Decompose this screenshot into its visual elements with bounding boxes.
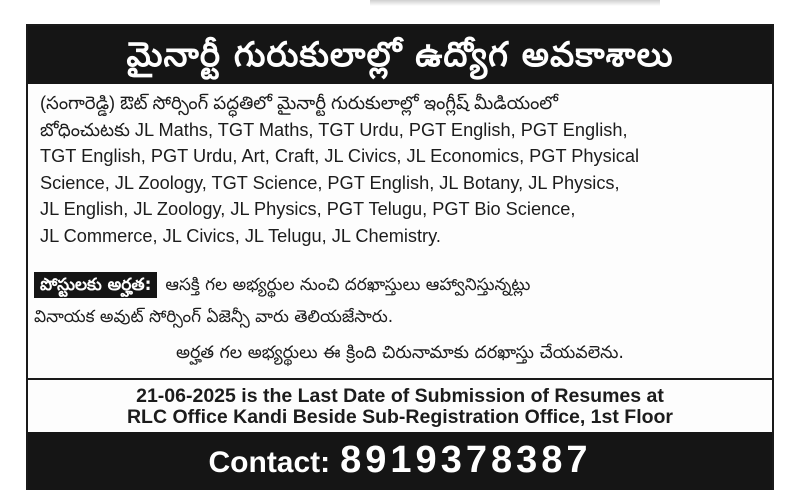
contact-number: 8919378387	[340, 439, 592, 481]
news-clipping	[26, 24, 774, 490]
last-date-notice	[28, 386, 772, 428]
contact-label: Contact:	[208, 446, 331, 479]
headline: మైనార్టీ గురుకులాల్లో ఉద్యోగ అవకాశాలు	[28, 26, 772, 84]
body-line: JL Commerce, JL Civics, JL Telugu, JL Chemistry.	[40, 225, 441, 246]
cropped-top-text	[370, 0, 660, 6]
body-line: (సంగారెడ్డి) ఔట్ సోర్సింగ్ పద్ధతిలో మైనార్టీ గురుకులాల్లో ఇంగ్లీష్ మీడియంలో	[40, 93, 559, 113]
last-date-line2: RLC Office Kandi Beside Sub-Registration Office, 1st Floor	[126, 406, 674, 428]
qualification-line2: వినాయక అవుట్ సోర్సింగ్ ఏజెన్సీ వారు తెలియజేసారు.	[34, 307, 394, 327]
body-line: JL English, JL Zoology, JL Physics, PGT Telugu, PGT Bio Science,	[40, 199, 576, 220]
body-line: Science, JL Zoology, TGT Science, PGT English, JL Botany, JL Physics,	[40, 172, 620, 193]
contact-bar	[28, 432, 772, 490]
body-line: బోధించుటకు JL Maths, TGT Maths, TGT Urdu, PGT English, PGT English,	[40, 119, 628, 140]
qualification-label: పోస్టులకు అర్హత:	[34, 272, 157, 298]
divider	[28, 378, 772, 380]
apply-instruction: అర్హత గల అభ్యర్థులు ఈ క్రింది చిరునామాకు దరఖాస్తు చేయవలెను.	[176, 343, 624, 363]
body-paragraph	[40, 90, 762, 250]
qualification-row	[34, 272, 766, 298]
body-line: TGT English, PGT Urdu, Art, Craft, JL Civics, JL Economics, PGT Physical	[40, 146, 640, 167]
last-date-line1: 21-06-2025 is the Last Date of Submission of Resumes at	[136, 385, 664, 407]
qualification-text: ఆసక్తి గల అభ్యర్థుల నుంచి దరఖాస్తులు ఆహ్వానిస్తున్నట్లు	[165, 275, 531, 295]
